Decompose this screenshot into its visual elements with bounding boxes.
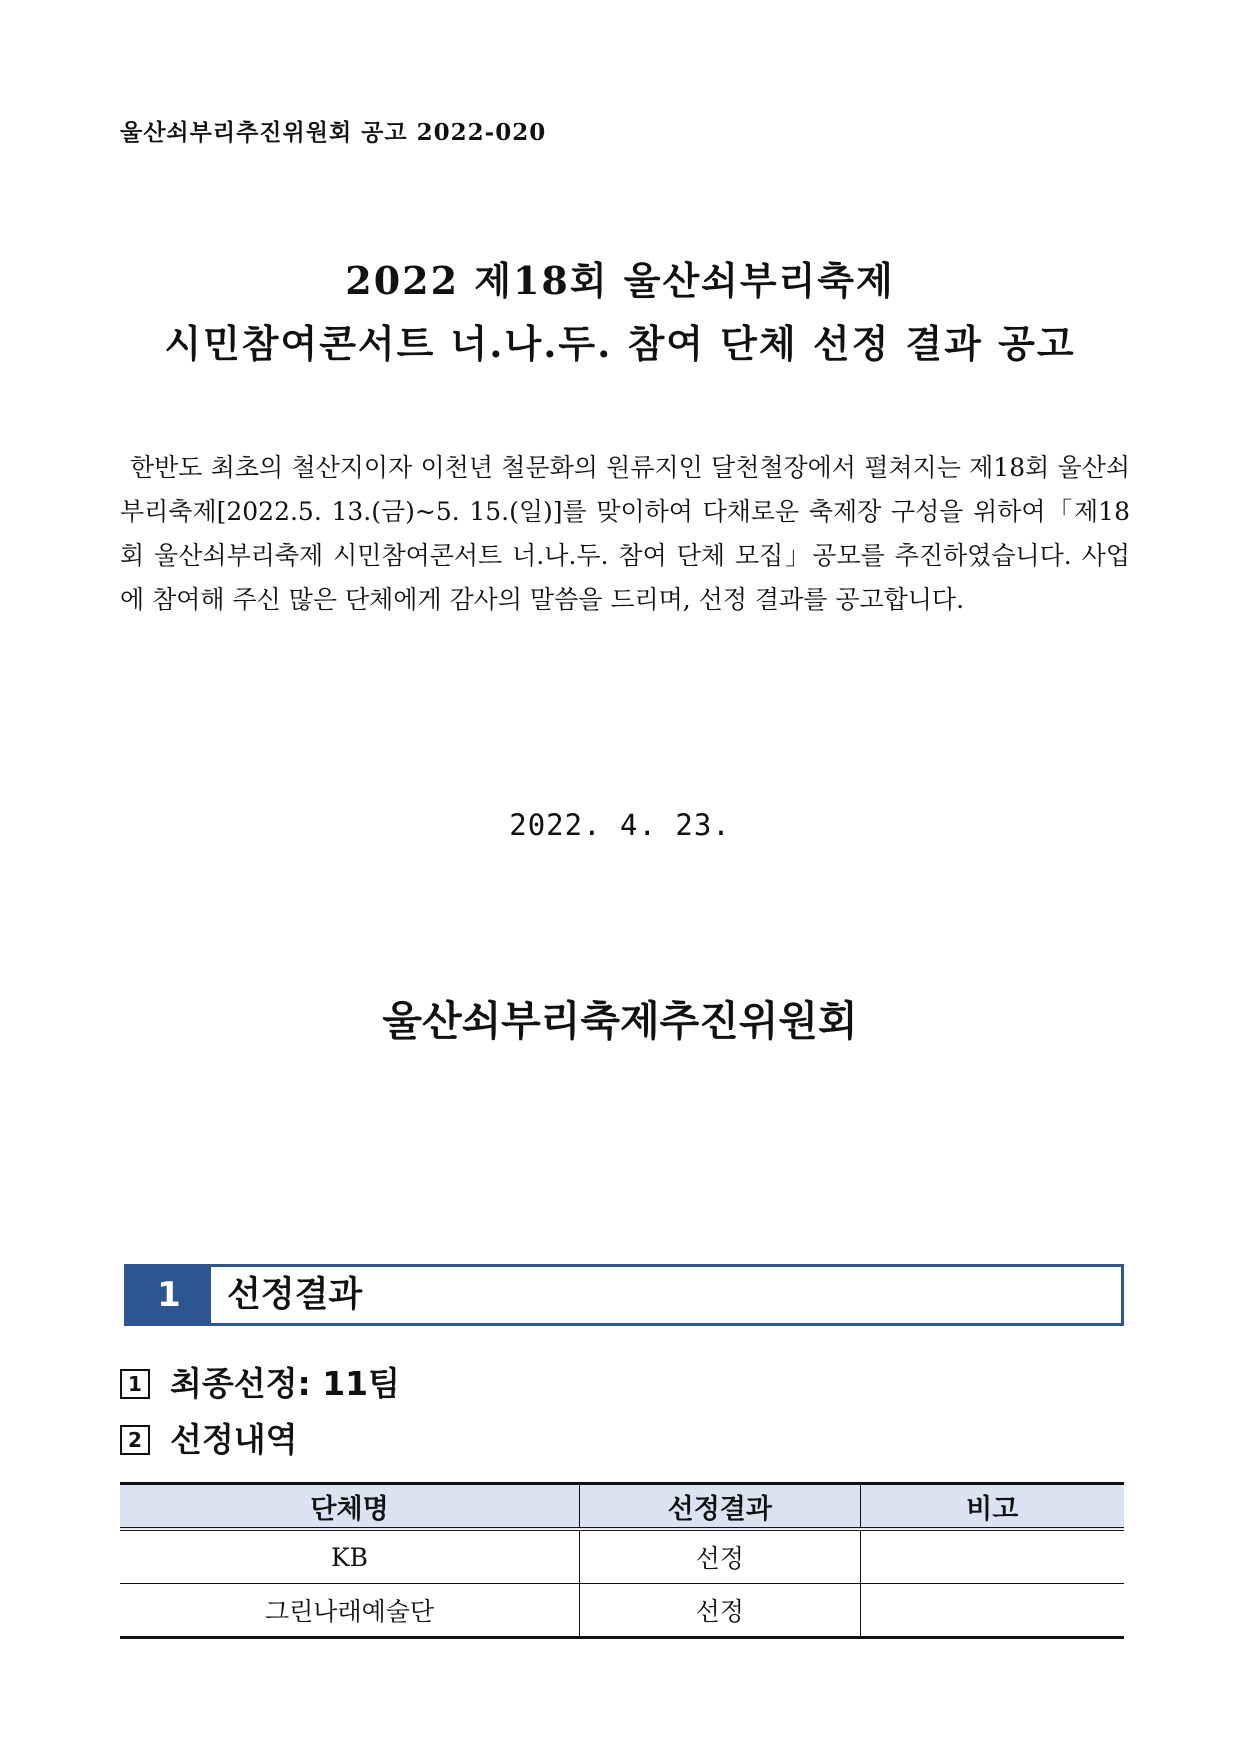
section-title: 선정결과 xyxy=(227,1275,363,1315)
cell-group-name: 그린나래예술단 xyxy=(120,1584,580,1638)
announcement-date: 2022. 4. 23. xyxy=(509,808,731,842)
item-marker: 1 xyxy=(120,1369,150,1399)
final-selection-item xyxy=(120,1362,400,1406)
header-note: 비고 xyxy=(860,1484,1124,1530)
cell-selection-result: 선정 xyxy=(580,1529,860,1584)
committee-name: 울산쇠부리축제추진위원회 xyxy=(382,997,858,1045)
header-group-name: 단체명 xyxy=(120,1484,580,1530)
announcement-paragraph: 한반도 최초의 철산지이자 이천년 철문화의 원류지인 달천철장에서 펼쳐지는 제18회 울산쇠부리축제[2022.5. 13.(금)~5. 15.(일)]를 맞이하여 다채로운 축제장 구성을 위하여「제18회 울산쇠부리축제 시민참여콘서트 너.나.두. 참여 단체 모집」공모를 추진하였습니다. 사업에 참여해 주신 많은 단체에게 감사의 말씀을 드리며, 선정 결과를 공고합니다. xyxy=(120,453,1130,614)
cell-note xyxy=(860,1529,1124,1584)
header-selection-result: 선정결과 xyxy=(580,1484,860,1530)
cell-note xyxy=(860,1584,1124,1638)
document-title-line-2: 시민참여콘서트 너.나.두. 참여 단체 선정 결과 공고 xyxy=(164,321,1076,366)
selection-details-item xyxy=(120,1418,298,1462)
selection-result-table xyxy=(120,1482,1124,1639)
section-header xyxy=(124,1264,1124,1326)
item-text: 선정내역 xyxy=(170,1420,298,1459)
table-row xyxy=(120,1529,1124,1584)
table-header-row xyxy=(120,1484,1124,1530)
document-title-line-1: 2022 제18회 울산쇠부리축제 xyxy=(345,258,895,303)
cell-group-name: KB xyxy=(120,1529,580,1584)
item-marker: 2 xyxy=(120,1425,150,1455)
section-number: 1 xyxy=(127,1267,211,1323)
item-text: 최종선정: 11팀 xyxy=(170,1364,400,1403)
table-row xyxy=(120,1584,1124,1638)
cell-selection-result: 선정 xyxy=(580,1584,860,1638)
notice-number: 울산쇠부리추진위원회 공고 2022-020 xyxy=(120,119,547,146)
